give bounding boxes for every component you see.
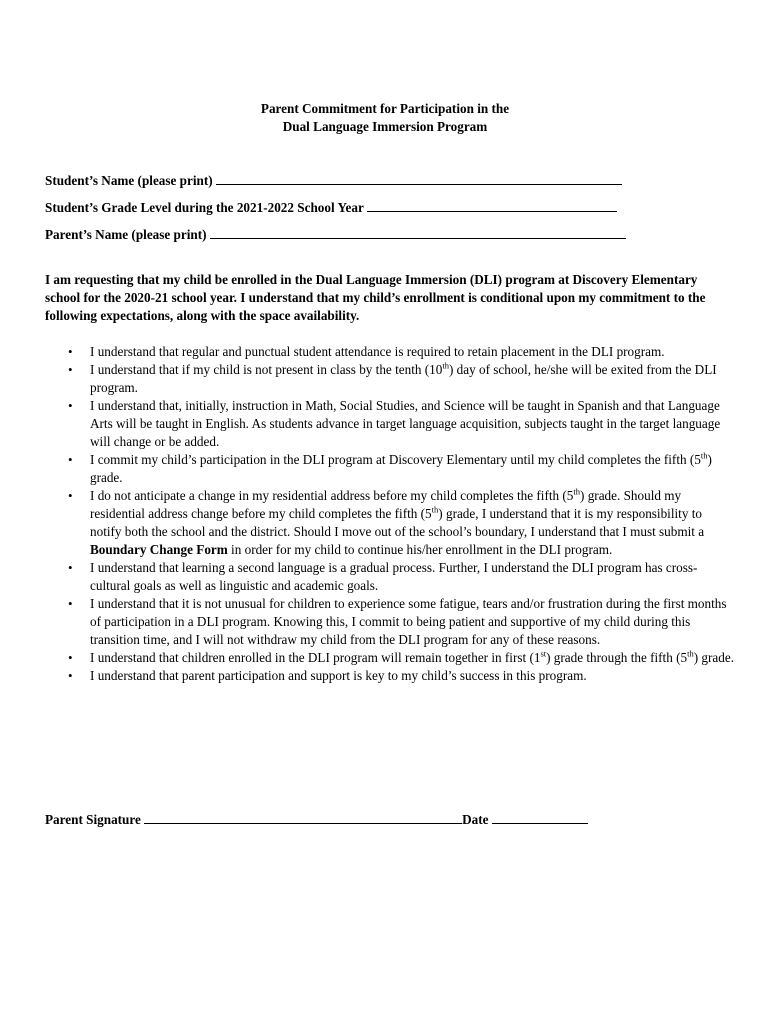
bullet-icon: • (68, 344, 73, 359)
grade-level-field[interactable] (45, 199, 735, 226)
list-item (45, 559, 735, 595)
list-item (45, 451, 735, 487)
boundary-change-form-text: Boundary Change Form (90, 542, 228, 557)
list-item (45, 487, 735, 559)
parent-name-field[interactable] (45, 226, 735, 253)
list-item-text (90, 488, 704, 557)
bullet-icon: • (68, 560, 73, 575)
list-item (45, 397, 735, 451)
bullet-icon: • (68, 398, 73, 413)
superscript: th (442, 360, 449, 371)
list-item-text: I understand that regular and punctual student attendance is required to retain placement in the DLI program. (90, 344, 665, 359)
superscript: th (431, 504, 439, 515)
bullet-icon: • (68, 596, 73, 611)
superscript: th (573, 486, 581, 497)
bullet-icon: • (68, 488, 73, 503)
student-name-blank[interactable] (216, 172, 622, 185)
student-name-label: Student’s Name (please print) (45, 173, 213, 188)
student-name-field[interactable] (45, 172, 735, 199)
intro-paragraph: I am requesting that my child be enrolled in the Dual Language Immersion (DLI) program at Discovery Elementary school for the 2020-21 school year. I understand that my child’s enrollment is conditional upon my commitment to the following expectations, along with the space availability. (45, 272, 706, 323)
text-run: ) grade, I understand that it is my responsibility to notify both the school and the district. Should I move out of the school’s boundary, I understand that I must submit a (90, 506, 705, 539)
signature-blank[interactable] (144, 811, 462, 824)
text-run: ) day of school, he/she will be exited from the DLI program. (90, 362, 717, 395)
text-run: I understand that if my child is not present in class by the tenth (10 (90, 362, 443, 377)
bullet-icon: • (68, 452, 73, 467)
parent-name-label: Parent’s Name (please print) (45, 227, 207, 242)
text-run: ) grade. (693, 650, 735, 665)
list-item-text: I understand that learning a second language is a gradual process. Further, I understand the DLI program has cross-cultural goals as well as linguistic and academic goals. (90, 560, 698, 593)
title-line-2: Dual Language Immersion Program (282, 119, 488, 134)
date-blank[interactable] (492, 811, 588, 824)
text-run: I understand that children enrolled in the DLI program will remain together in first (1 (90, 650, 541, 665)
document-title (0, 100, 770, 136)
list-item-text (90, 362, 717, 395)
signature-label: Parent Signature (45, 812, 141, 827)
superscript: th (687, 648, 694, 659)
title-line-1: Parent Commitment for Participation in the (260, 101, 510, 116)
signature-row (45, 811, 735, 829)
text-run: ) grade through the fifth (5 (546, 650, 688, 665)
bullet-icon: • (68, 668, 73, 683)
date-label: Date (462, 812, 489, 827)
bullet-icon: • (68, 362, 73, 377)
text-run: I do not anticipate a change in my residential address before my child completes the fifth (5 (90, 488, 574, 503)
grade-level-label: Student’s Grade Level during the 2021-2022 School Year (45, 200, 364, 215)
list-item-text: I understand that parent participation and support is key to my child’s success in this program. (90, 668, 587, 683)
info-fields (45, 172, 735, 253)
grade-level-blank[interactable] (367, 199, 617, 212)
text-run: in order for my child to continue his/her enrollment in the DLI program. (227, 542, 613, 557)
list-item (45, 343, 735, 361)
list-item (45, 667, 735, 685)
text-run: I commit my child’s participation in the DLI program at Discovery Elementary until my child completes the fifth (5 (90, 452, 701, 467)
list-item-text: I understand that it is not unusual for children to experience some fatigue, tears and/or frustration during the first months of participation in a DLI program. Knowing this, I commit to being patient and supportive of my child during this transition time, and I will not withdraw my child from the DLI program for any of these reasons. (90, 596, 727, 647)
superscript: th (700, 450, 708, 461)
list-item-text (90, 452, 712, 485)
list-item (45, 595, 735, 649)
list-item (45, 361, 735, 397)
parent-name-blank[interactable] (210, 226, 626, 239)
expectations-list (45, 343, 735, 685)
list-item-text: I understand that, initially, instruction in Math, Social Studies, and Science will be taught in Spanish and that Language Arts will be taught in English. As students advance in target language acquisition, subjects taught in the target language will change or be added. (90, 398, 721, 449)
list-item-text (90, 650, 734, 665)
bullet-icon: • (68, 650, 73, 665)
text-run: ) grade. (90, 452, 712, 485)
superscript: st (540, 648, 547, 659)
text-run: ) grade. Should my residential address change before my child completes the fifth (5 (90, 488, 682, 521)
list-item (45, 649, 735, 667)
